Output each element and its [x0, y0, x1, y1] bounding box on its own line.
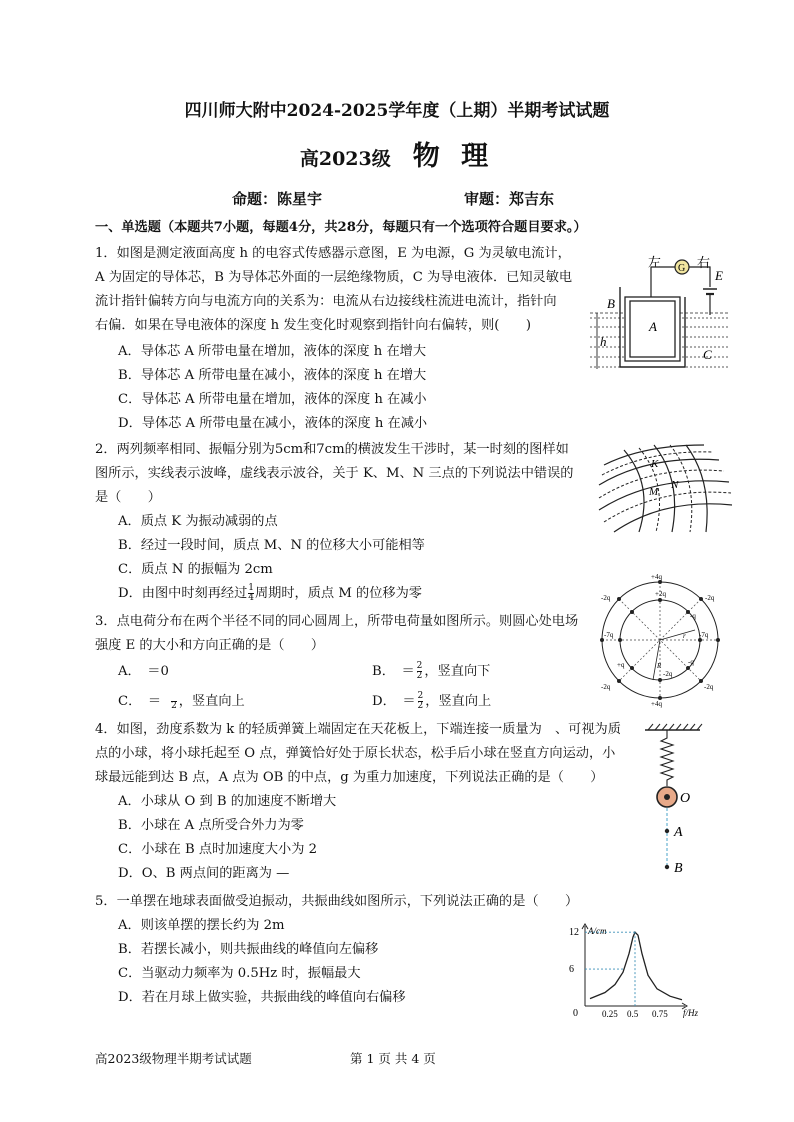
- q5-line-1: 5．一单摆在地球表面做受迫振动，共振曲线如图所示，下列说法正确的是（ ）: [95, 894, 579, 909]
- fig1-right-label: 右: [697, 255, 711, 270]
- footer-doc-name: 高2023级物理半期考试试题: [95, 1051, 252, 1066]
- charge-right-up: -2q: [705, 594, 715, 602]
- radius-r-label: r: [683, 632, 686, 640]
- q2-option-c: C．质点 N 的振幅为 2cm: [118, 562, 273, 577]
- q4-option-a: A．小球从 O 到 B 的加速度不断增大: [118, 794, 337, 809]
- fig1-e-label: E: [715, 268, 723, 283]
- q1-line-4: 右偏．如果在导电液体的深度 h 发生变化时观察到指针向右偏转，则( ): [95, 318, 531, 333]
- q2-option-d-pre: D．由图中时刻再经过: [118, 586, 248, 601]
- fig1-b-label: B: [607, 296, 615, 311]
- q2-option-d-post: 周期时，质点 M 的位移为零: [255, 586, 422, 601]
- charge-top-inner: +2q: [655, 590, 666, 598]
- x-axis-label: f/Hz: [683, 1008, 699, 1018]
- q4-option-c: C．小球在 B 点时加速度大小为 2: [118, 842, 317, 857]
- q5-option-c: C．当驱动力频率为 0.5Hz 时，振幅最大: [118, 966, 361, 981]
- q2-line-3: 是（ ）: [95, 490, 161, 505]
- q2-frac-numerator: 1: [248, 583, 254, 593]
- fig4-b-label: B: [674, 861, 683, 876]
- q2-frac-denominator: 4: [248, 593, 254, 603]
- q3-line-1: 3．点电荷分布在两个半径不同的同心圆周上，所带电荷量如图所示。则圆心处电场: [95, 614, 579, 629]
- charge-right-mid: -7q: [699, 631, 709, 639]
- fig1-a-label: A: [649, 319, 657, 334]
- fig4-a-label: A: [674, 825, 683, 840]
- subject-label: 物 理: [412, 141, 495, 172]
- author-label: 命题：陈星宇: [232, 190, 323, 208]
- q4-option-b: B．小球在 A 点所受合外力为零: [118, 818, 304, 833]
- q3-option-a: A． ＝0: [118, 664, 169, 679]
- x-tick-2: 0.5: [627, 1009, 639, 1019]
- q4-line-1: 4．如图，劲度系数为 k 的轻质弹簧上端固定在天花板上，下端连接一质量为 、可视为质: [95, 722, 621, 737]
- q3-option-c-text: C． ＝: [118, 694, 162, 709]
- fig2-k-label: K: [651, 458, 659, 470]
- q3-option-b: [372, 660, 490, 684]
- q1-line-2: A 为固定的导体芯，B 为导体芯外面的一层绝缘物质，C 为导电液体．已知灵敏电: [95, 270, 573, 285]
- charge-right-low: -2q: [704, 683, 714, 691]
- q1-line-1: 1．如图是测定液面高度 h 的电容式传感器示意图，E 为电源，G 为灵敏电流计，: [95, 246, 571, 261]
- reviewer-label: 审题：郑吉东: [464, 190, 555, 208]
- q3-option-d: [372, 690, 491, 714]
- footer-page-number: 第 1 页 共 4 页: [350, 1051, 436, 1066]
- charge-left-mid: -7q: [604, 631, 614, 639]
- fig2-m-label: M: [649, 486, 659, 498]
- q3-option-d-post: ，竖直向上: [425, 694, 492, 709]
- charge-left-up: -2q: [601, 594, 611, 602]
- q3-option-b-text: B． ＝: [372, 664, 415, 679]
- charge-bottom-inner: -2q: [663, 670, 673, 678]
- q4-line-2: 点的小球，将小球托起至 O 点，弹簧恰好处于原长状态，松手后小球在竖直方向运动，小: [95, 746, 616, 761]
- q5-option-a: A．则该单摆的摆长约为 2m: [118, 918, 285, 933]
- charge-inner-right-up: -q: [690, 612, 696, 620]
- q3-option-b-post: ，竖直向下: [424, 664, 491, 679]
- x-tick-1: 0.25: [602, 1009, 618, 1019]
- q3-b-numerator: 2: [416, 661, 423, 671]
- charge-bottom-outer: +4q: [651, 700, 662, 708]
- fig1-left-label: 左: [648, 255, 662, 270]
- section-title: 一、单选题（本题共7小题，每题4分，共28分，每题只有一个选项符合题目要求。）: [95, 220, 587, 235]
- q3-option-c: [118, 690, 245, 714]
- fig4-o-label: O: [680, 791, 691, 806]
- q5-option-b: B．若摆长减小，则共振曲线的峰值向左偏移: [118, 942, 379, 957]
- wave-interference-figure: [594, 440, 734, 535]
- exam-title: 四川师大附中2024-2025学年度（上期）半期考试试题: [184, 101, 610, 121]
- q4-option-d: D．O、B 两点间的距离为 —: [118, 866, 290, 881]
- charge-left-low: -2q: [601, 683, 611, 691]
- fig1-c-label: C: [703, 347, 712, 362]
- q1-option-c: C．导体芯 A 所带电量在增加，液体的深度 h 在减小: [118, 392, 427, 407]
- q3-d-numerator: 2: [417, 691, 424, 701]
- q2-line-2: 图所示，实线表示波峰，虚线表示波谷，关于 K、M、N 三点的下列说法中错误的: [95, 466, 574, 481]
- fig2-n-label: N: [671, 479, 679, 491]
- y-tick-1: 12: [569, 927, 579, 939]
- q2-line-1: 2．两列频率相同、振幅分别为5cm和7cm的横波发生干涉时，某一时刻的图样如: [95, 442, 569, 457]
- fig1-g-label: G: [678, 263, 686, 274]
- q3-option-d-text: D． ＝: [372, 694, 416, 709]
- resonance-curve-line: [590, 932, 682, 1000]
- grade-label: 高2023级: [299, 148, 391, 170]
- charge-inner-right-low: -q: [688, 658, 694, 666]
- charge-top-outer: +4q: [651, 573, 662, 581]
- point-charges-figure: [595, 572, 725, 708]
- q1-option-a: A．导体芯 A 所带电量在增加，液体的深度 h 在增大: [118, 344, 427, 359]
- q3-line-2: 强度 E 的大小和方向正确的是（ ）: [95, 638, 325, 653]
- x-tick-0: 0: [573, 1008, 578, 1019]
- exam-subtitle: [0, 134, 794, 173]
- radius-R-label: R: [657, 662, 662, 670]
- charge-inner-left: +q: [617, 661, 625, 669]
- q3-b-denominator: 2: [416, 671, 423, 681]
- q1-line-3: 流计指针偏转方向与电流方向的关系为：电流从右边接线柱流进电流计，指针向: [95, 294, 557, 309]
- q1-option-b: B．导体芯 A 所带电量在减小，液体的深度 h 在增大: [118, 368, 427, 383]
- q3-option-c-post: ，竖直向上: [178, 694, 245, 709]
- q2-option-b: B．经过一段时间，质点 M、N 的位移大小可能相等: [118, 538, 425, 553]
- q1-option-d: D．导体芯 A 所带电量在减小，液体的深度 h 在减小: [118, 416, 428, 431]
- x-tick-3: 0.75: [652, 1009, 668, 1019]
- q3-c-denominator: 2: [171, 701, 177, 711]
- q2-option-a: A．质点 K 为振动减弱的点: [118, 514, 278, 529]
- y-tick-0: 6: [569, 964, 574, 976]
- q2-option-d: [118, 582, 422, 606]
- q5-option-d: D．若在月球上做实验，共振曲线的峰值向右偏移: [118, 990, 406, 1005]
- fig1-h-label: h: [600, 334, 607, 349]
- spring-ball-figure: [640, 722, 710, 878]
- q4-line-3: 球最远能到达 B 点，A 点为 OB 的中点，g 为重力加速度，下列说法正确的是（ ）: [95, 770, 604, 785]
- resonance-curve-chart: [555, 920, 705, 1020]
- y-axis-label: A/cm: [588, 926, 607, 936]
- q3-d-denominator: 2: [417, 701, 424, 711]
- capacitor-sensor-figure: [585, 245, 735, 377]
